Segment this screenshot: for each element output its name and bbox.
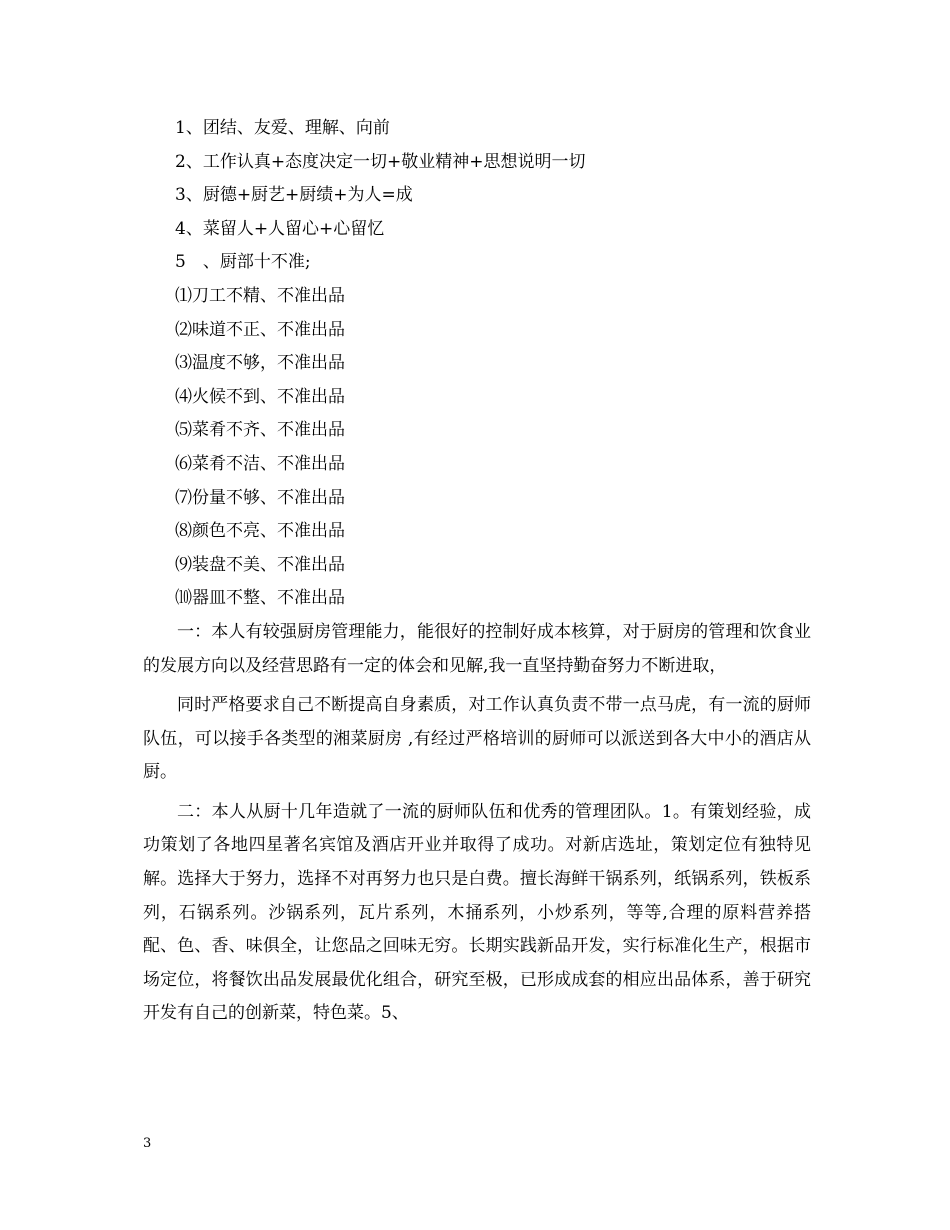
list-item: ⑼装盘不美、不准出品 (175, 554, 345, 575)
list-item: 3、厨德+厨艺+厨绩+为人=成 (175, 185, 413, 206)
document-body (143, 112, 811, 1031)
list-item: ⑴刀工不精、不准出品 (175, 285, 345, 306)
list-item: 4、菜留人+人留心+心留忆 (175, 218, 385, 239)
list-item: ⑹菜肴不洁、不准出品 (175, 453, 345, 474)
list-item: ⑻颜色不亮、不准出品 (175, 521, 345, 542)
list-item: 2、工作认真+态度决定一切+敬业精神+思想说明一切 (175, 151, 586, 172)
list-item: ⑽器皿不整、不准出品 (175, 588, 345, 609)
paragraph-management-ability: 一：本人有较强厨房管理能力，能很好的控制好成本核算，对于厨房的管理和饮食业的发展方向以及经营思路有一定的体会和见解,我一直坚持勤奋努力不断进取， (143, 621, 811, 676)
page-number: 3 (143, 1136, 152, 1151)
list-item: ⑺份量不够、不准出品 (175, 487, 345, 508)
paragraph-experience: 二：本人从厨十几年造就了一流的厨师队伍和优秀的管理团队。1。有策划经验，成功策划了各地四星著名宾馆及酒店开业并取得了成功。对新店选址，策划定位有独特见解。选择大于努力，选择不对再努力也只是白费。擅长海鲜干锅系列，纸锅系列，铁板系列，石锅系列。沙锅系列，瓦片系列，木捅系列，小炒系列，等等,合理的原料营养搭配、色、香、味俱全，让您品之回味无穷。长期实践新品开发，实行标准化生产，根据市场定位，将餐饮出品发展最优化组合，研究至极，已形成成套的相应出品体系，善于研究开发有自己的创新菜，特色菜。5、 (143, 801, 811, 1024)
list-item: 5 、厨部十不准; (175, 252, 311, 273)
list-item: ⑵味道不正、不准出品 (175, 319, 345, 340)
paragraph-team-quality: 同时严格要求自己不断提高自身素质，对工作认真负责不带一点马虎，有一流的厨师队伍，可以接手各类型的湘菜厨房 ,有经过严格培训的厨师可以派送到各大中小的酒店从厨。 (143, 695, 811, 783)
list-item: ⑶温度不够，不准出品 (175, 353, 345, 374)
list-item: 1、团结、友爱、理解、向前 (175, 118, 390, 138)
list-item: ⑷火候不到、不准出品 (175, 386, 345, 407)
list-item: ⑸菜肴不齐、不准出品 (175, 420, 345, 441)
